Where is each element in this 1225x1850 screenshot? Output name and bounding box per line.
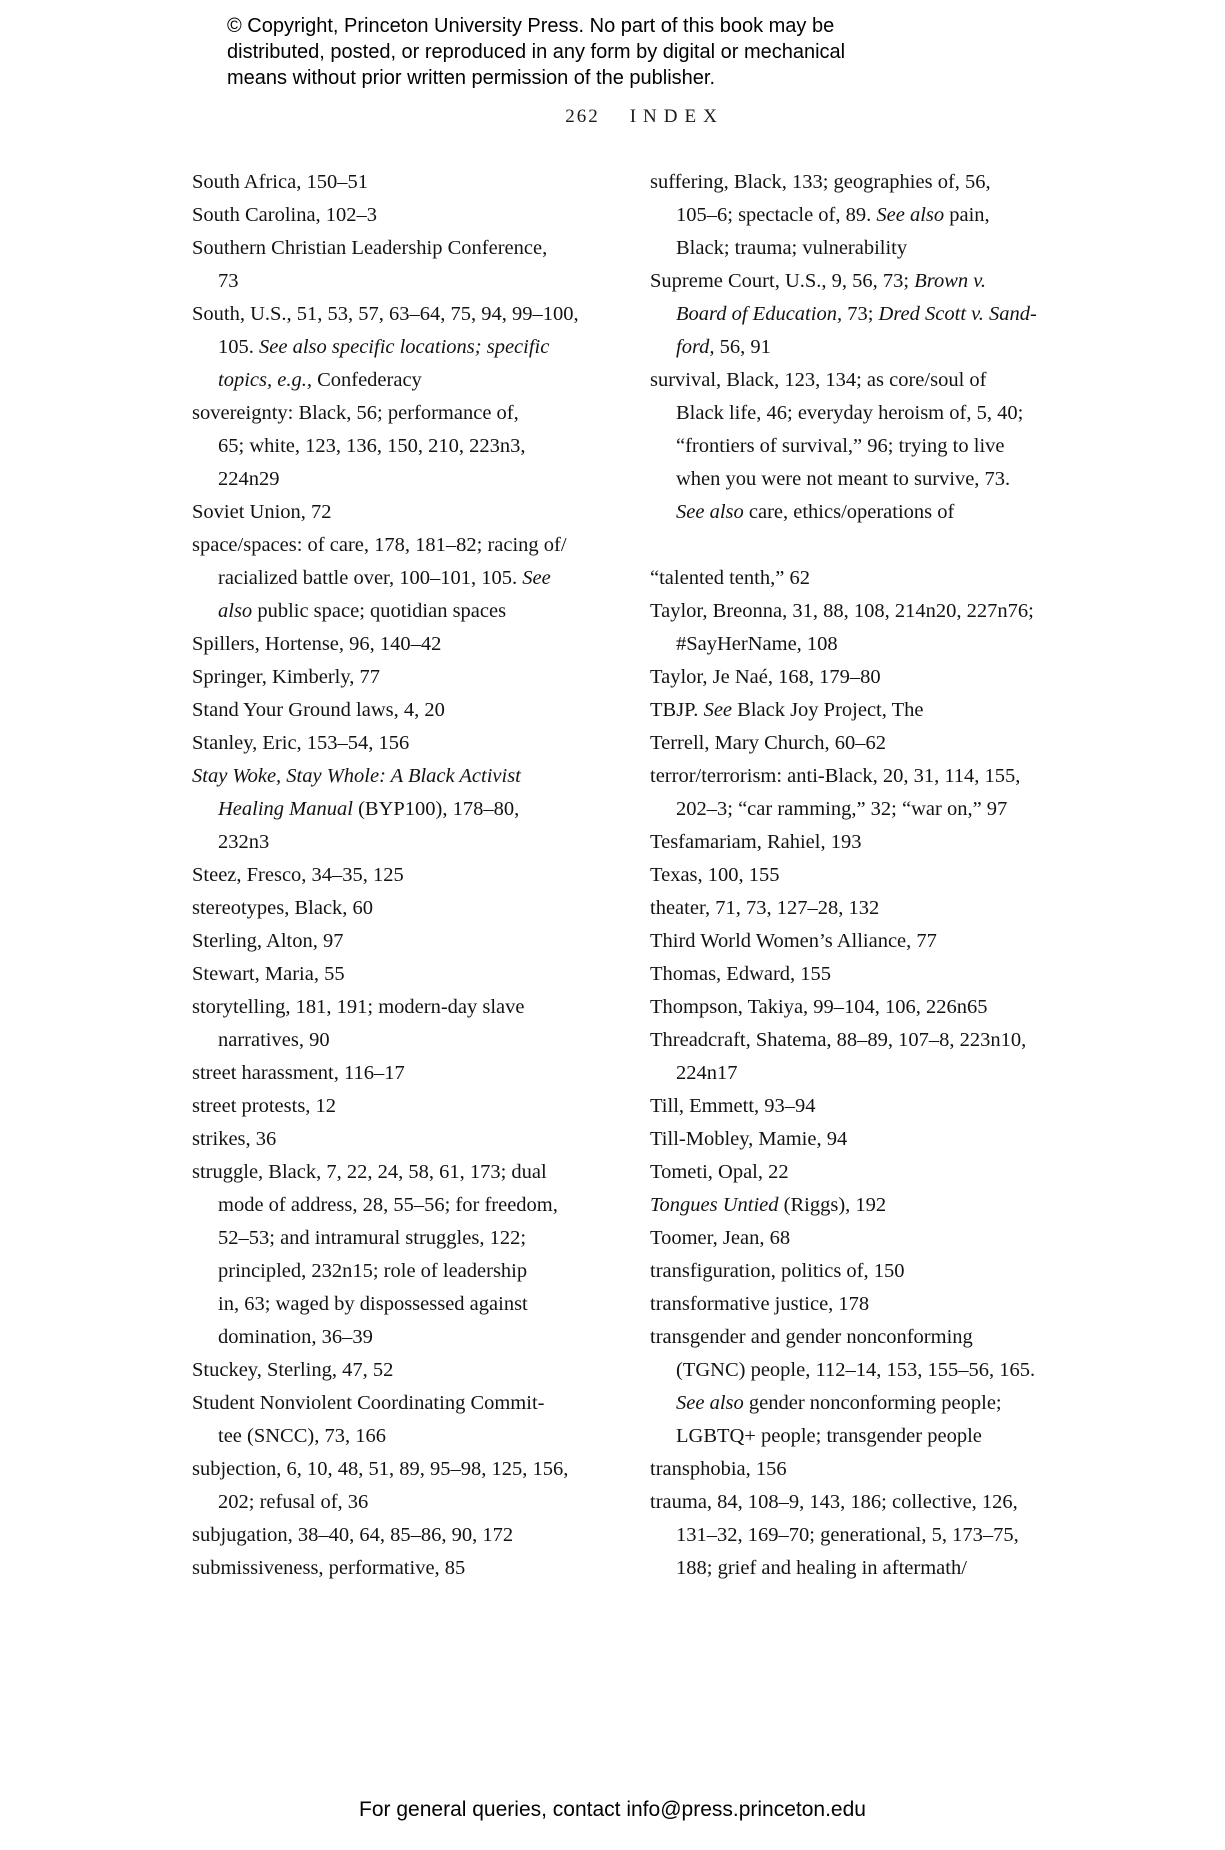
index-line — [650, 1486, 1080, 1519]
index-line — [192, 430, 622, 463]
index-line — [192, 265, 622, 298]
index-line — [192, 1486, 622, 1519]
entry-segment: survival, Black, 123, 134; as core/soul of — [650, 369, 987, 391]
entry-segment: Stand Your Ground laws, 4, 20 — [192, 699, 445, 721]
index-line — [650, 397, 1080, 430]
entry-segment: narratives, 90 — [218, 1029, 330, 1051]
entry-segment: See also specific locations; specific — [259, 336, 550, 358]
index-entry — [192, 727, 622, 760]
index-line — [650, 1519, 1080, 1552]
index-entry — [192, 661, 622, 694]
entry-segment: “frontiers of survival,” 96; trying to live — [676, 435, 1005, 457]
entry-segment: struggle, Black, 7, 22, 24, 58, 61, 173; dual — [192, 1161, 547, 1183]
entry-segment: 232n3 — [218, 831, 270, 853]
entry-segment: Third World Women’s Alliance, 77 — [650, 930, 937, 952]
index-entry — [650, 1255, 1080, 1288]
index-line — [192, 1189, 622, 1222]
index-line — [192, 1519, 622, 1552]
index-line — [650, 1090, 1080, 1123]
index-entry — [650, 1288, 1080, 1321]
index-line — [650, 826, 1080, 859]
entry-segment: suffering, Black, 133; geographies of, 56, — [650, 171, 991, 193]
index-entry — [650, 991, 1080, 1024]
index-entry — [650, 892, 1080, 925]
entry-segment: space/spaces: of care, 178, 181–82; racing of/ — [192, 534, 567, 556]
index-line — [192, 298, 622, 331]
index-line — [192, 925, 622, 958]
index-line — [192, 463, 622, 496]
index-entry — [650, 1156, 1080, 1189]
entry-segment: (TGNC) people, 112–14, 153, 155–56, 165. — [676, 1359, 1036, 1381]
index-entry — [650, 1189, 1080, 1222]
entry-segment: trauma, 84, 108–9, 143, 186; collective, 126, — [650, 1491, 1018, 1513]
entry-segment: 131–32, 169–70; generational, 5, 173–75, — [676, 1524, 1019, 1546]
index-entry — [192, 496, 622, 529]
index-entry — [192, 1519, 622, 1552]
entry-segment: principled, 232n15; role of leadership — [218, 1260, 528, 1282]
entry-segment: tee (SNCC), 73, 166 — [218, 1425, 386, 1447]
index-line — [192, 694, 622, 727]
index-entry — [192, 232, 622, 298]
index-entry — [650, 727, 1080, 760]
entry-segment: Toomer, Jean, 68 — [650, 1227, 791, 1249]
index-line — [650, 694, 1080, 727]
index-entry — [650, 1321, 1080, 1453]
index-entry — [192, 958, 622, 991]
entry-segment: transgender and gender nonconforming — [650, 1326, 973, 1348]
index-line — [650, 1057, 1080, 1090]
index-line — [192, 1057, 622, 1090]
index-line — [650, 265, 1080, 298]
entry-segment: Tongues Untied — [650, 1194, 779, 1216]
index-title: INDEX — [629, 106, 724, 127]
entry-segment: Black life, 46; everyday heroism of, 5, 40; — [676, 402, 1024, 424]
index-line — [192, 991, 622, 1024]
index-entry — [650, 859, 1080, 892]
entry-segment: Taylor, Je Naé, 168, 179–80 — [650, 666, 881, 688]
index-line — [650, 496, 1080, 529]
entry-segment: Southern Christian Leadership Conference, — [192, 237, 548, 259]
index-entry — [192, 925, 622, 958]
index-line — [192, 1156, 622, 1189]
entry-segment: Thompson, Takiya, 99–104, 106, 226n65 — [650, 996, 988, 1018]
entry-segment: Tesfamariam, Rahiel, 193 — [650, 831, 862, 853]
entry-segment: 105. — [218, 336, 259, 358]
entry-segment: subjugation, 38–40, 64, 85–86, 90, 172 — [192, 1524, 514, 1546]
index-entry — [650, 1123, 1080, 1156]
index-line — [650, 859, 1080, 892]
entry-segment: Stuckey, Sterling, 47, 52 — [192, 1359, 394, 1381]
index-line — [192, 1222, 622, 1255]
entry-segment: TBJP. — [650, 699, 704, 721]
index-line — [650, 1123, 1080, 1156]
index-entry — [192, 859, 622, 892]
index-line — [650, 925, 1080, 958]
index-entry — [650, 364, 1080, 529]
index-entry — [192, 892, 622, 925]
entry-segment: stereotypes, Black, 60 — [192, 897, 374, 919]
page-header — [0, 106, 1225, 128]
index-line — [192, 1321, 622, 1354]
copyright-notice — [227, 13, 967, 91]
entry-segment: See also — [876, 204, 945, 226]
index-entry — [650, 1090, 1080, 1123]
index-entry — [650, 661, 1080, 694]
index-entry — [192, 166, 622, 199]
index-entry — [650, 595, 1080, 661]
index-entry — [650, 1453, 1080, 1486]
index-line — [650, 463, 1080, 496]
index-line — [650, 595, 1080, 628]
entry-segment: See — [522, 567, 551, 589]
index-line — [192, 529, 622, 562]
index-entry — [650, 826, 1080, 859]
entry-segment: topics, e.g., — [218, 369, 312, 391]
entry-segment: care, ethics/operations of — [743, 501, 955, 523]
index-line — [192, 232, 622, 265]
entry-segment: Soviet Union, 72 — [192, 501, 332, 523]
index-line — [650, 628, 1080, 661]
index-line — [650, 892, 1080, 925]
entry-segment: street protests, 12 — [192, 1095, 337, 1117]
index-entry — [192, 1387, 622, 1453]
entry-segment: See also — [676, 501, 744, 523]
index-line — [192, 1420, 622, 1453]
index-line — [192, 364, 622, 397]
index-line — [650, 1387, 1080, 1420]
entry-segment: 73; — [842, 303, 879, 325]
index-entry — [650, 1024, 1080, 1090]
entry-segment: Black Joy Project, The — [732, 699, 924, 721]
index-line — [650, 793, 1080, 826]
entry-segment: pain, — [944, 204, 990, 226]
entry-segment: 65; white, 123, 136, 150, 210, 223n3, — [218, 435, 526, 457]
entry-segment: Thomas, Edward, 155 — [650, 963, 832, 985]
index-entry — [192, 1090, 622, 1123]
entry-segment: Steez, Fresco, 34–35, 125 — [192, 864, 404, 886]
index-line — [192, 628, 622, 661]
entry-segment: Dred Scott v. Sand- — [878, 303, 1037, 325]
index-line — [192, 727, 622, 760]
index-line — [650, 562, 1080, 595]
entry-segment: storytelling, 181, 191; modern-day slave — [192, 996, 525, 1018]
entry-segment: domination, 36–39 — [218, 1326, 373, 1348]
entry-segment: gender nonconforming people; — [743, 1392, 1002, 1414]
index-line — [192, 1354, 622, 1387]
index-entry — [192, 760, 622, 859]
entry-segment: South Africa, 150–51 — [192, 171, 368, 193]
entry-segment: South, U.S., 51, 53, 57, 63–64, 75, 94, 99–100, — [192, 303, 579, 325]
index-line — [192, 859, 622, 892]
index-line — [192, 1288, 622, 1321]
index-entry — [650, 562, 1080, 595]
entry-segment: Springer, Kimberly, 77 — [192, 666, 381, 688]
index-entry — [192, 1354, 622, 1387]
entry-segment: “talented tenth,” 62 — [650, 567, 810, 589]
entry-segment: Stewart, Maria, 55 — [192, 963, 345, 985]
entry-segment: strikes, 36 — [192, 1128, 277, 1150]
entry-segment: Stanley, Eric, 153–54, 156 — [192, 732, 410, 754]
entry-segment: public space; quotidian spaces — [252, 600, 507, 622]
entry-segment: Taylor, Breonna, 31, 88, 108, 214n20, 227n76; — [650, 600, 1034, 622]
index-entry — [650, 265, 1080, 364]
index-line — [192, 1090, 622, 1123]
entry-segment: 52–53; and intramural struggles, 122; — [218, 1227, 527, 1249]
index-line — [192, 199, 622, 232]
index-line — [192, 892, 622, 925]
entry-segment: transfiguration, politics of, 150 — [650, 1260, 905, 1282]
entry-segment: 202; refusal of, 36 — [218, 1491, 369, 1513]
index-entry — [650, 166, 1080, 265]
entry-segment: submissiveness, performative, 85 — [192, 1557, 466, 1579]
index-entry — [192, 1057, 622, 1090]
index-entry — [650, 958, 1080, 991]
index-line — [192, 826, 622, 859]
entry-segment: Supreme Court, U.S., 9, 56, 73; — [650, 270, 915, 292]
index-line — [192, 1255, 622, 1288]
entry-segment: Student Nonviolent Coordinating Commit- — [192, 1392, 545, 1414]
index-line — [650, 1288, 1080, 1321]
entry-segment: 56, 91 — [714, 336, 771, 358]
entry-segment: terror/terrorism: anti-Black, 20, 31, 114, 155, — [650, 765, 1021, 787]
index-line — [650, 661, 1080, 694]
index-column-left — [192, 166, 622, 1585]
entry-segment: transphobia, 156 — [650, 1458, 787, 1480]
index-entry — [192, 1552, 622, 1585]
index-line — [192, 793, 622, 826]
index-line — [650, 232, 1080, 265]
copyright-line: distributed, posted, or reproduced in any form by digital or mechanical — [227, 41, 846, 63]
entry-segment: #SayHerName, 108 — [676, 633, 838, 655]
index-line — [650, 166, 1080, 199]
index-line — [650, 298, 1080, 331]
entry-segment: Stay Woke, Stay Whole: A Black Activist — [192, 765, 521, 787]
group-spacer — [650, 529, 1080, 562]
index-entry — [192, 628, 622, 661]
entry-segment: 224n29 — [218, 468, 280, 490]
entry-segment: 105–6; spectacle of, 89. — [676, 204, 877, 226]
entry-segment: See — [703, 699, 733, 721]
index-line — [192, 331, 622, 364]
index-entry — [650, 1486, 1080, 1585]
index-line — [192, 1552, 622, 1585]
entry-segment: transformative justice, 178 — [650, 1293, 870, 1315]
index-line — [192, 1387, 622, 1420]
index-column-right — [650, 166, 1080, 1585]
index-line — [650, 199, 1080, 232]
entry-segment: in, 63; waged by dispossessed against — [218, 1293, 528, 1315]
index-line — [650, 958, 1080, 991]
entry-segment: Terrell, Mary Church, 60–62 — [650, 732, 886, 754]
index-line — [192, 166, 622, 199]
entry-segment: mode of address, 28, 55–56; for freedom, — [218, 1194, 558, 1216]
index-line — [192, 661, 622, 694]
index-entry — [192, 694, 622, 727]
entry-segment: sovereignty: Black, 56; performance of, — [192, 402, 519, 424]
index-line — [650, 1222, 1080, 1255]
index-line — [192, 1453, 622, 1486]
entry-segment: Healing Manual — [218, 798, 353, 820]
entry-segment: (Riggs), 192 — [778, 1194, 887, 1216]
entry-segment: South Carolina, 102–3 — [192, 204, 378, 226]
index-entry — [192, 529, 622, 628]
index-entry — [650, 694, 1080, 727]
index-entry — [192, 1453, 622, 1519]
entry-segment: Tometi, Opal, 22 — [650, 1161, 789, 1183]
index-line — [192, 1024, 622, 1057]
index-line — [650, 1024, 1080, 1057]
index-entry — [192, 397, 622, 496]
index-entry — [192, 298, 622, 397]
index-entry — [650, 760, 1080, 826]
index-line — [650, 1156, 1080, 1189]
index-line — [192, 496, 622, 529]
index-line — [650, 430, 1080, 463]
entry-segment: (BYP100), 178–80, — [352, 798, 520, 820]
entry-segment: Board of Education, — [676, 303, 843, 325]
entry-segment: Brown v. — [914, 270, 986, 292]
index-line — [192, 760, 622, 793]
index-line — [192, 1123, 622, 1156]
index-line — [650, 1552, 1080, 1585]
entry-segment: Sterling, Alton, 97 — [192, 930, 344, 952]
page-number: 262 — [565, 106, 600, 127]
entry-segment: ford, — [676, 336, 715, 358]
entry-segment: 73 — [218, 270, 239, 292]
index-line — [650, 1189, 1080, 1222]
entry-segment: Texas, 100, 155 — [650, 864, 780, 886]
entry-segment: subjection, 6, 10, 48, 51, 89, 95–98, 125, 156, — [192, 1458, 569, 1480]
index-line — [650, 760, 1080, 793]
index-line — [192, 958, 622, 991]
index-line — [650, 1420, 1080, 1453]
entry-segment: LGBTQ+ people; transgender people — [676, 1425, 982, 1447]
entry-segment: Spillers, Hortense, 96, 140–42 — [192, 633, 442, 655]
index-entry — [192, 1123, 622, 1156]
copyright-line: © Copyright, Princeton University Press. No part of this book may be — [227, 15, 835, 37]
index-line — [650, 364, 1080, 397]
entry-segment: racialized battle over, 100–101, 105. — [218, 567, 523, 589]
entry-segment: Threadcraft, Shatema, 88–89, 107–8, 223n10, — [650, 1029, 1027, 1051]
index-line — [650, 1321, 1080, 1354]
entry-segment: Till-Mobley, Mamie, 94 — [650, 1128, 848, 1150]
entry-segment: street harassment, 116–17 — [192, 1062, 405, 1084]
index-entry — [192, 991, 622, 1057]
entry-segment: Till, Emmett, 93–94 — [650, 1095, 816, 1117]
index-line — [650, 1255, 1080, 1288]
index-line — [650, 331, 1080, 364]
index-entry — [650, 925, 1080, 958]
entry-segment: 188; grief and healing in aftermath/ — [676, 1557, 967, 1579]
index-line — [192, 397, 622, 430]
entry-segment: 224n17 — [676, 1062, 738, 1084]
index-line — [650, 1453, 1080, 1486]
entry-segment: Black; trauma; vulnerability — [676, 237, 908, 259]
copyright-line: means without prior written permission of the publisher. — [227, 67, 716, 89]
index-line — [650, 1354, 1080, 1387]
entry-segment: theater, 71, 73, 127–28, 132 — [650, 897, 880, 919]
entry-segment: See also — [676, 1392, 744, 1414]
index-entry — [192, 1156, 622, 1354]
index-line — [650, 727, 1080, 760]
index-entry — [650, 1222, 1080, 1255]
entry-segment: Confederacy — [311, 369, 422, 391]
index-line — [650, 991, 1080, 1024]
index-line — [192, 562, 622, 595]
entry-segment: when you were not meant to survive, 73. — [676, 468, 1011, 490]
entry-segment: 202–3; “car ramming,” 32; “war on,” 97 — [676, 798, 1008, 820]
index-line — [192, 595, 622, 628]
footer-contact: For general queries, contact info@press.princeton.edu — [359, 1798, 866, 1821]
entry-segment: also — [218, 600, 253, 622]
index-entry — [192, 199, 622, 232]
